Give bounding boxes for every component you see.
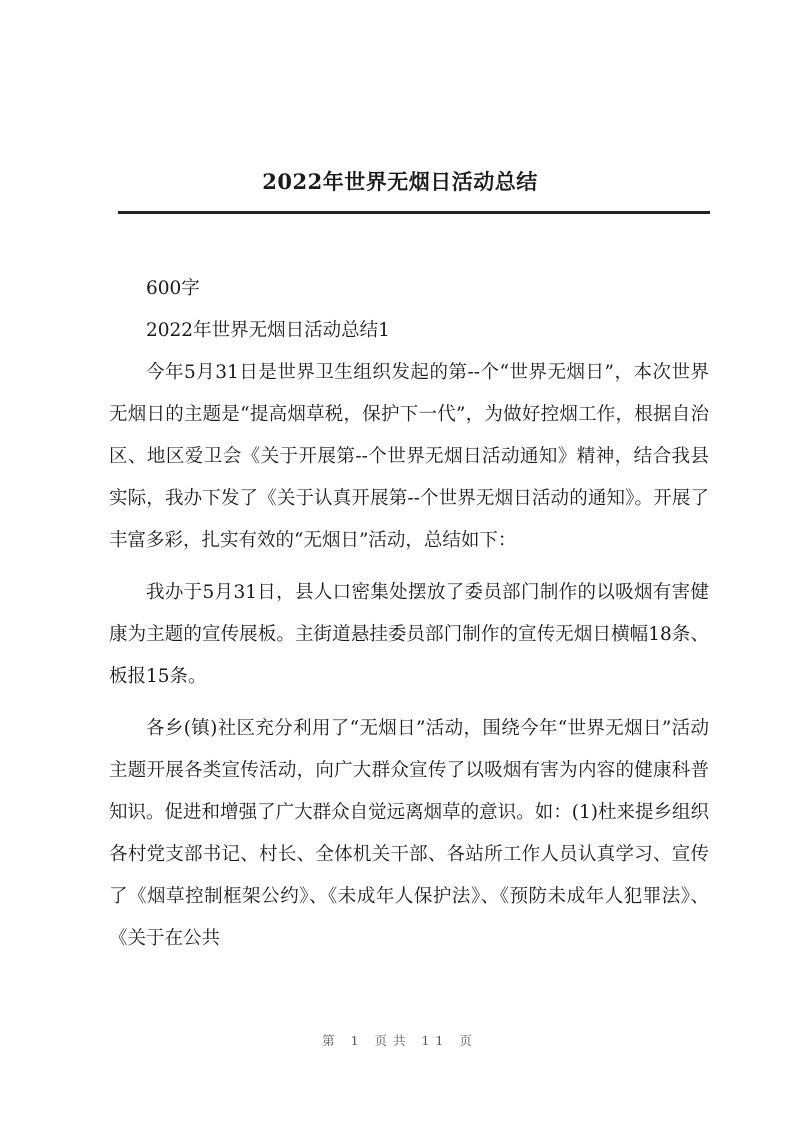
body-paragraph: 今年5月31日是世界卫生组织发起的第--个“世界无烟日”，本次世界无烟日的主题是“提高烟草税，保护下一代”，为做好控烟工作，根据自治区、地区爱卫会《关于开展第--个世界无烟日活动通知》精神，结合我县实际，我办下发了《关于认真开展第--个世界无烟日活动的通知》。开展了丰富多彩，扎实有效的“无烟日”活动，总结如下： [109, 362, 709, 551]
title-divider [118, 211, 710, 214]
page-number-footer: 第 1 页共 11 页 [322, 1033, 478, 1048]
document-title: 2022年世界无烟日活动总结 [262, 169, 538, 194]
section-heading-paragraph: 2022年世界无烟日活动总结1 [146, 320, 390, 341]
body-paragraph: 各乡(镇)社区充分利用了“无烟日”活动，围绕今年“世界无烟日”活动主题开展各类宣传活动，向广大群众宣传了以吸烟有害为内容的健康科普知识。促进和增强了广大群众自觉远离烟草的意识。如：(1)杜来提乡组织各村党支部书记、村长、全体机关干部、各站所工作人员认真学习、宣传了《烟草控制框架公约》、《未成年人保护法》、《预防未成年人犯罪法》、《关于在公共 [109, 718, 709, 949]
body-paragraph: 我办于5月31日，县人口密集处摆放了委员部门制作的以吸烟有害健康为主题的宣传展板。主街道悬挂委员部门制作的宣传无烟日横幅18条、板报15条。 [109, 582, 709, 687]
word-count-paragraph: 600字 [146, 278, 200, 299]
document-body [109, 268, 709, 960]
